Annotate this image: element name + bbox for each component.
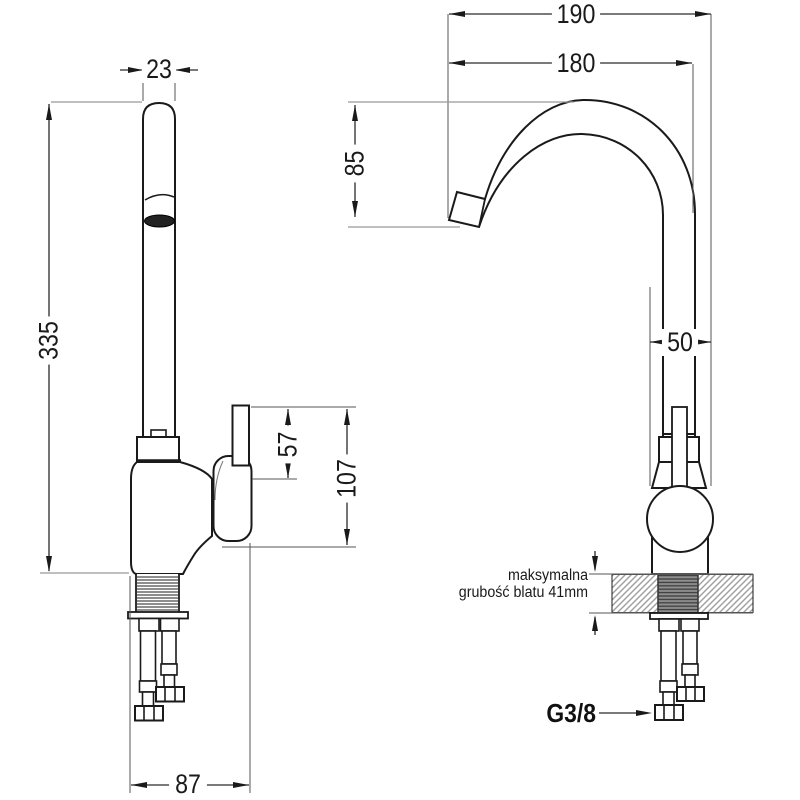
dim-spout-width: 23 (142, 56, 176, 83)
front-flange (650, 613, 708, 619)
side-threaded-shank (136, 574, 179, 612)
counter-thickness-line1: maksymalna (507, 567, 588, 584)
front-hose-nut-left (655, 705, 683, 720)
dim-lever-height: 57 (275, 426, 302, 464)
dim-spout-reach: 180 (552, 50, 600, 77)
front-gooseneck (449, 100, 695, 437)
side-handle-pivot (214, 456, 252, 541)
side-collar (137, 437, 179, 461)
side-hose-nut-right (156, 687, 184, 702)
front-threaded-shank (658, 575, 698, 613)
side-view (128, 103, 252, 721)
aerator-outlet (145, 215, 175, 227)
side-flange (128, 612, 188, 619)
dim-overall-reach: 190 (552, 1, 600, 28)
thread-size-label: G3/8 (546, 698, 596, 728)
side-hose-nut-left (135, 706, 163, 721)
dim-spout-drop: 85 (342, 145, 369, 183)
dim-base-depth: 87 (169, 771, 207, 798)
dim-body-diameter: 50 (662, 329, 698, 356)
side-body (131, 462, 212, 574)
side-hoses (135, 619, 184, 721)
dim-total-height: 335 (36, 316, 63, 364)
front-hoses (655, 619, 704, 720)
side-handle-lever (233, 406, 250, 466)
side-spout-tube (143, 103, 175, 438)
front-handle-sphere (647, 486, 713, 552)
counter-thickness-line2: grubość blatu 41mm (458, 584, 588, 602)
dim-handle-to-body: 107 (334, 454, 361, 502)
front-hose-nut-right (677, 687, 704, 701)
counter-thickness-note (424, 567, 588, 602)
front-handle-lever (672, 407, 687, 487)
countertop (589, 574, 753, 613)
front-view (449, 100, 753, 720)
